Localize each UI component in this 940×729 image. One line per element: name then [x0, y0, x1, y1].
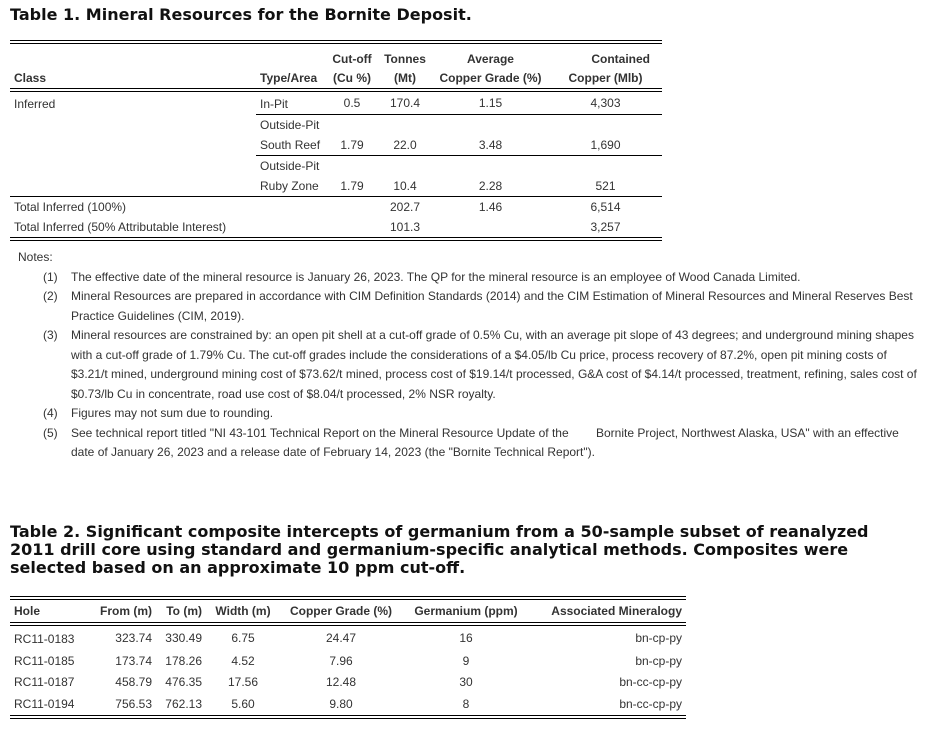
header-mineralogy: Associated Mineralogy — [530, 598, 686, 624]
cell-from: 173.74 — [115, 653, 152, 668]
cell-copper-grade: 24.47 — [325, 630, 357, 645]
cell-hole: RC11-0194 — [14, 696, 75, 711]
cell-grade — [432, 217, 549, 239]
table2-title: Table 2. Significant composite intercepts of germanium from a 50-sample subset of reanalyzed 2011 drill core using standard and germanium-specific analytical methods. Composites were selected based on an approximate 10 ppm cut-off. — [10, 522, 869, 577]
header-hole: Hole — [10, 598, 88, 624]
cell-to: 762.13 — [165, 696, 202, 711]
cell-type: Outside-Pit — [260, 118, 320, 132]
cell-tonnes: 101.3 — [389, 220, 421, 234]
cell-width: 17.56 — [227, 675, 259, 690]
cell-empty — [549, 156, 662, 177]
cell-tonnes: 10.4 — [393, 179, 417, 193]
cell-hole: RC11-0187 — [14, 675, 75, 690]
cell-to: 330.49 — [165, 630, 202, 645]
cell-contained: 4,303 — [549, 90, 662, 115]
cell-hole: RC11-0183 — [14, 632, 75, 647]
cell-to: 476.35 — [165, 675, 202, 690]
header-type-blank — [256, 42, 326, 69]
cell-empty — [378, 156, 432, 177]
cell-type: Outside-Pit — [260, 159, 320, 173]
cell-mineralogy: bn-cc-cp-py — [619, 696, 682, 711]
cell-copper-grade: 12.48 — [325, 675, 357, 690]
notes-list — [18, 268, 918, 463]
header-row-1 — [10, 42, 662, 69]
cell-empty — [326, 156, 378, 177]
cell-mineralogy: bn-cp-py — [635, 653, 682, 668]
cell-empty — [326, 217, 378, 239]
cell-empty — [432, 156, 549, 177]
header-row — [10, 598, 686, 624]
cell-width: 4.52 — [231, 653, 255, 668]
cell-cutoff: 1.79 — [340, 179, 364, 193]
cell-germanium: 30 — [459, 675, 473, 690]
note-item — [18, 326, 918, 404]
mineral-resources-table — [10, 40, 662, 241]
cell-empty — [326, 197, 378, 218]
header-from: From (m) — [88, 598, 156, 624]
cell-mineralogy: bn-cc-cp-py — [619, 675, 682, 690]
header-row-2 — [10, 69, 662, 90]
cell-width: 5.60 — [231, 696, 255, 711]
cell-cutoff: 0.5 — [326, 90, 378, 115]
cell-germanium: 9 — [462, 653, 470, 668]
note-item — [18, 404, 918, 424]
header-grade-l2: Copper Grade (%) — [432, 69, 549, 90]
cell-copper-grade: 7.96 — [329, 653, 353, 668]
cell-copper-grade: 9.80 — [329, 696, 353, 711]
cell-width: 6.75 — [231, 630, 255, 645]
cell-germanium: 8 — [462, 696, 470, 711]
cell-contained: 1,690 — [549, 135, 662, 156]
germanium-intercepts-table — [10, 596, 686, 719]
cell-grade: 3.48 — [432, 135, 549, 156]
cell-grade: 1.46 — [432, 197, 549, 218]
note-item — [18, 268, 918, 288]
cell-tonnes: 22.0 — [378, 135, 432, 156]
total-row — [10, 197, 662, 218]
cell-from: 458.79 — [115, 675, 152, 690]
table-row — [10, 624, 686, 651]
note-number: (5) — [43, 425, 58, 440]
header-contained-l2: Copper (Mlb) — [549, 69, 662, 90]
cell-tonnes: 202.7 — [378, 197, 432, 218]
cell-from: 323.74 — [115, 630, 152, 645]
header-copper-grade: Copper Grade (%) — [280, 598, 402, 624]
header-tonnes-l1: Tonnes — [384, 52, 426, 66]
cell-empty — [378, 115, 432, 136]
note-number: (4) — [43, 406, 58, 420]
table-row — [10, 651, 686, 673]
header-cutoff-l1: Cut-off — [332, 52, 372, 66]
header-type-area: Type/Area — [256, 69, 326, 90]
note-text: See technical report titled "NI 43-101 Technical Report on the Mineral Resource Update of the Bornite Project, Northwest Alaska, USA" with an effective date of January 26, 2023 and a release date of February 14, 2023 (the "Bornite Technical Report"). — [71, 425, 899, 459]
header-to: To (m) — [156, 598, 206, 624]
note-number: (2) — [43, 289, 58, 303]
note-number: (1) — [43, 269, 58, 284]
cell-mineralogy: bn-cp-py — [635, 630, 682, 645]
cell-total-label: Total Inferred (50% Attributable Interest) — [14, 220, 227, 234]
cell-empty — [549, 115, 662, 136]
header-width: Width (m) — [206, 598, 280, 624]
note-text: Mineral resources are constrained by: an open pit shell at a cut-off grade of 0.5% Cu, with an average pit slope of 43 degrees; and underground mining shapes with a cut-off grade of 1.79% Cu. The cut-off grades include the considerations of a $4.05/lb Cu price, process recovery of 87.2%, open pit mining costs of $3.21/t mined, underground mining cost of $73.62/t mined, process cost of $19.14/t processed, G&A cost of $4.14/t processed, treatment, refining, sales cost of $0.73/lb Cu in concentrate, road use cost of $8.04/t processed, 2% NSR royalty. — [71, 328, 917, 401]
note-item — [18, 287, 918, 326]
header-cutoff-l2: (Cu %) — [326, 69, 378, 90]
cell-cutoff: 1.79 — [326, 135, 378, 156]
cell-type-sub: Ruby Zone — [260, 179, 319, 193]
cell-from: 756.53 — [115, 696, 152, 711]
note-text: The effective date of the mineral resource is January 26, 2023. The QP for the mineral resource is an employee of Wood Canada Limited. — [71, 269, 801, 284]
cell-contained: 6,514 — [549, 197, 662, 218]
cell-type: In-Pit — [256, 90, 326, 115]
header-germanium: Germanium (ppm) — [402, 598, 530, 624]
header-contained-l1: Contained — [591, 52, 650, 66]
cell-contained: 3,257 — [590, 220, 621, 234]
notes-header: Notes: — [18, 250, 53, 264]
cell-class: Inferred — [14, 97, 56, 111]
header-class-blank — [10, 42, 256, 69]
cell-to: 178.26 — [165, 653, 202, 668]
note-text: Figures may not sum due to rounding. — [71, 406, 274, 420]
header-tonnes-l2: (Mt) — [378, 69, 432, 90]
cell-hole: RC11-0185 — [14, 653, 75, 668]
note-text: Mineral Resources are prepared in accordance with CIM Definition Standards (2014) and the CIM Estimation of Mineral Resources and Mineral Reserves Best Practice Guidelines (CIM, 2019). — [71, 289, 913, 323]
cell-empty — [326, 115, 378, 136]
notes-section — [18, 248, 918, 463]
table1-title: Table 1. Mineral Resources for the Bornite Deposit. — [10, 5, 472, 24]
table-row — [10, 90, 662, 115]
note-number: (3) — [43, 328, 58, 342]
cell-empty — [432, 115, 549, 136]
note-item — [18, 424, 918, 463]
cell-total-label: Total Inferred (100%) — [10, 197, 326, 218]
table-row — [10, 672, 686, 694]
total-row — [10, 217, 662, 239]
cell-grade: 2.28 — [478, 179, 503, 193]
table-row — [10, 694, 686, 718]
cell-tonnes: 170.4 — [378, 90, 432, 115]
cell-contained: 521 — [595, 179, 616, 193]
cell-type-sub: South Reef — [256, 135, 326, 156]
cell-grade: 1.15 — [432, 90, 549, 115]
cell-germanium: 16 — [459, 630, 473, 645]
header-class: Class — [10, 69, 256, 90]
header-grade-l1: Average — [467, 52, 514, 66]
